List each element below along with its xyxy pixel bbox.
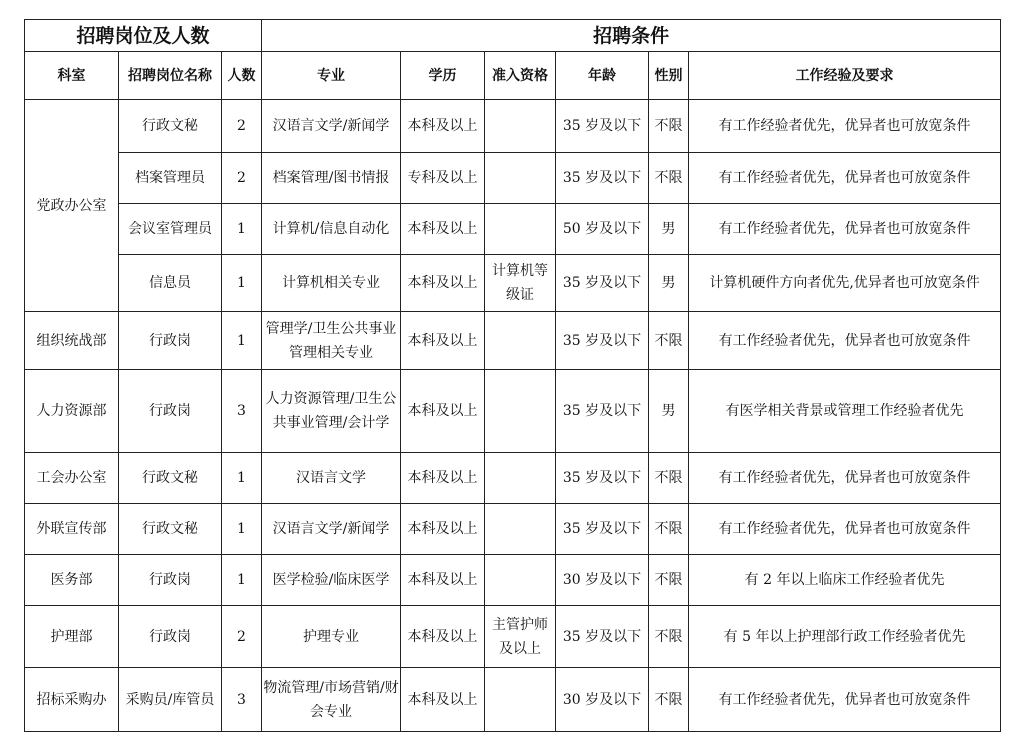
qualification-cell: 主管护师及以上 — [485, 606, 556, 668]
column-header-row — [25, 52, 1001, 100]
qualification-cell — [485, 555, 556, 606]
education-cell: 本科及以上 — [401, 668, 485, 732]
gender-cell: 男 — [649, 204, 689, 255]
requirements-cell: 有 2 年以上临床工作经验者优先 — [689, 555, 1001, 606]
age-cell: 35 岁及以下 — [556, 606, 649, 668]
qualification-cell — [485, 453, 556, 504]
dept-cell: 人力资源部 — [25, 370, 119, 453]
education-cell: 本科及以上 — [401, 255, 485, 312]
count-cell: 1 — [222, 255, 262, 312]
gender-cell: 不限 — [649, 555, 689, 606]
gender-cell: 不限 — [649, 153, 689, 204]
major-cell: 汉语言文学/新闻学 — [262, 100, 401, 153]
age-cell: 35 岁及以下 — [556, 453, 649, 504]
count-cell: 1 — [222, 453, 262, 504]
position-cell: 行政岗 — [119, 370, 222, 453]
table-row — [25, 100, 1001, 153]
table-row — [25, 255, 1001, 312]
count-cell: 1 — [222, 504, 262, 555]
requirements-cell: 有医学相关背景或管理工作经验者优先 — [689, 370, 1001, 453]
recruitment-table — [24, 19, 1001, 732]
education-cell: 本科及以上 — [401, 204, 485, 255]
education-cell: 本科及以上 — [401, 504, 485, 555]
requirements-cell: 有工作经验者优先，优异者也可放宽条件 — [689, 100, 1001, 153]
position-cell: 会议室管理员 — [119, 204, 222, 255]
qualification-cell — [485, 668, 556, 732]
table-row — [25, 504, 1001, 555]
count-cell: 2 — [222, 606, 262, 668]
table-row — [25, 606, 1001, 668]
major-cell: 档案管理/图书情报 — [262, 153, 401, 204]
position-cell: 行政岗 — [119, 606, 222, 668]
position-cell: 档案管理员 — [119, 153, 222, 204]
count-cell: 3 — [222, 370, 262, 453]
header-education: 学历 — [401, 52, 485, 100]
education-cell: 本科及以上 — [401, 100, 485, 153]
requirements-cell: 有 5 年以上护理部行政工作经验者优先 — [689, 606, 1001, 668]
position-cell: 信息员 — [119, 255, 222, 312]
major-cell: 管理学/卫生公共事业管理相关专业 — [262, 312, 401, 370]
requirements-cell: 有工作经验者优先，优异者也可放宽条件 — [689, 312, 1001, 370]
count-cell: 2 — [222, 153, 262, 204]
requirements-cell: 计算机硬件方向者优先,优异者也可放宽条件 — [689, 255, 1001, 312]
age-cell: 35 岁及以下 — [556, 100, 649, 153]
education-cell: 本科及以上 — [401, 370, 485, 453]
age-cell: 35 岁及以下 — [556, 153, 649, 204]
table-row — [25, 555, 1001, 606]
age-cell: 35 岁及以下 — [556, 504, 649, 555]
age-cell: 30 岁及以下 — [556, 555, 649, 606]
count-cell: 1 — [222, 555, 262, 606]
education-cell: 专科及以上 — [401, 153, 485, 204]
major-cell: 计算机/信息自动化 — [262, 204, 401, 255]
qualification-cell — [485, 153, 556, 204]
qualification-cell — [485, 312, 556, 370]
count-cell: 1 — [222, 312, 262, 370]
position-cell: 行政岗 — [119, 312, 222, 370]
qualification-cell — [485, 100, 556, 153]
requirements-cell: 有工作经验者优先，优异者也可放宽条件 — [689, 153, 1001, 204]
gender-cell: 不限 — [649, 453, 689, 504]
dept-cell: 医务部 — [25, 555, 119, 606]
dept-cell: 工会办公室 — [25, 453, 119, 504]
count-cell: 2 — [222, 100, 262, 153]
position-cell: 行政文秘 — [119, 504, 222, 555]
major-cell: 人力资源管理/卫生公共事业管理/会计学 — [262, 370, 401, 453]
gender-cell: 不限 — [649, 606, 689, 668]
dept-cell: 组织统战部 — [25, 312, 119, 370]
age-cell: 35 岁及以下 — [556, 255, 649, 312]
gender-cell: 男 — [649, 370, 689, 453]
qualification-cell — [485, 204, 556, 255]
education-cell: 本科及以上 — [401, 606, 485, 668]
count-cell: 3 — [222, 668, 262, 732]
major-cell: 汉语言文学/新闻学 — [262, 504, 401, 555]
requirements-cell: 有工作经验者优先，优异者也可放宽条件 — [689, 453, 1001, 504]
age-cell: 35 岁及以下 — [556, 370, 649, 453]
position-cell: 行政岗 — [119, 555, 222, 606]
header-dept: 科室 — [25, 52, 119, 100]
requirements-cell: 有工作经验者优先，优异者也可放宽条件 — [689, 668, 1001, 732]
dept-cell: 护理部 — [25, 606, 119, 668]
group-positions: 招聘岗位及人数 — [25, 20, 262, 52]
count-cell: 1 — [222, 204, 262, 255]
gender-cell: 不限 — [649, 100, 689, 153]
header-age: 年龄 — [556, 52, 649, 100]
requirements-cell: 有工作经验者优先，优异者也可放宽条件 — [689, 204, 1001, 255]
header-requirements: 工作经验及要求 — [689, 52, 1001, 100]
table-row — [25, 453, 1001, 504]
header-major: 专业 — [262, 52, 401, 100]
education-cell: 本科及以上 — [401, 453, 485, 504]
gender-cell: 不限 — [649, 312, 689, 370]
age-cell: 30 岁及以下 — [556, 668, 649, 732]
table-row — [25, 370, 1001, 453]
table-row — [25, 668, 1001, 732]
table-row — [25, 312, 1001, 370]
gender-cell: 男 — [649, 255, 689, 312]
dept-cell: 外联宣传部 — [25, 504, 119, 555]
qualification-cell — [485, 370, 556, 453]
header-gender: 性别 — [649, 52, 689, 100]
major-cell: 护理专业 — [262, 606, 401, 668]
qualification-cell — [485, 504, 556, 555]
age-cell: 35 岁及以下 — [556, 312, 649, 370]
position-cell: 采购员/库管员 — [119, 668, 222, 732]
education-cell: 本科及以上 — [401, 555, 485, 606]
header-qualification: 准入资格 — [485, 52, 556, 100]
header-position: 招聘岗位名称 — [119, 52, 222, 100]
dept-cell: 党政办公室 — [25, 100, 119, 312]
position-cell: 行政文秘 — [119, 453, 222, 504]
major-cell: 计算机相关专业 — [262, 255, 401, 312]
table-row — [25, 153, 1001, 204]
group-conditions: 招聘条件 — [262, 20, 1001, 52]
gender-cell: 不限 — [649, 668, 689, 732]
major-cell: 物流管理/市场营销/财会专业 — [262, 668, 401, 732]
group-header-row — [25, 20, 1001, 52]
qualification-cell: 计算机等级证 — [485, 255, 556, 312]
age-cell: 50 岁及以下 — [556, 204, 649, 255]
table-row — [25, 204, 1001, 255]
major-cell: 医学检验/临床医学 — [262, 555, 401, 606]
education-cell: 本科及以上 — [401, 312, 485, 370]
gender-cell: 不限 — [649, 504, 689, 555]
dept-cell: 招标采购办 — [25, 668, 119, 732]
header-count: 人数 — [222, 52, 262, 100]
major-cell: 汉语言文学 — [262, 453, 401, 504]
position-cell: 行政文秘 — [119, 100, 222, 153]
requirements-cell: 有工作经验者优先，优异者也可放宽条件 — [689, 504, 1001, 555]
